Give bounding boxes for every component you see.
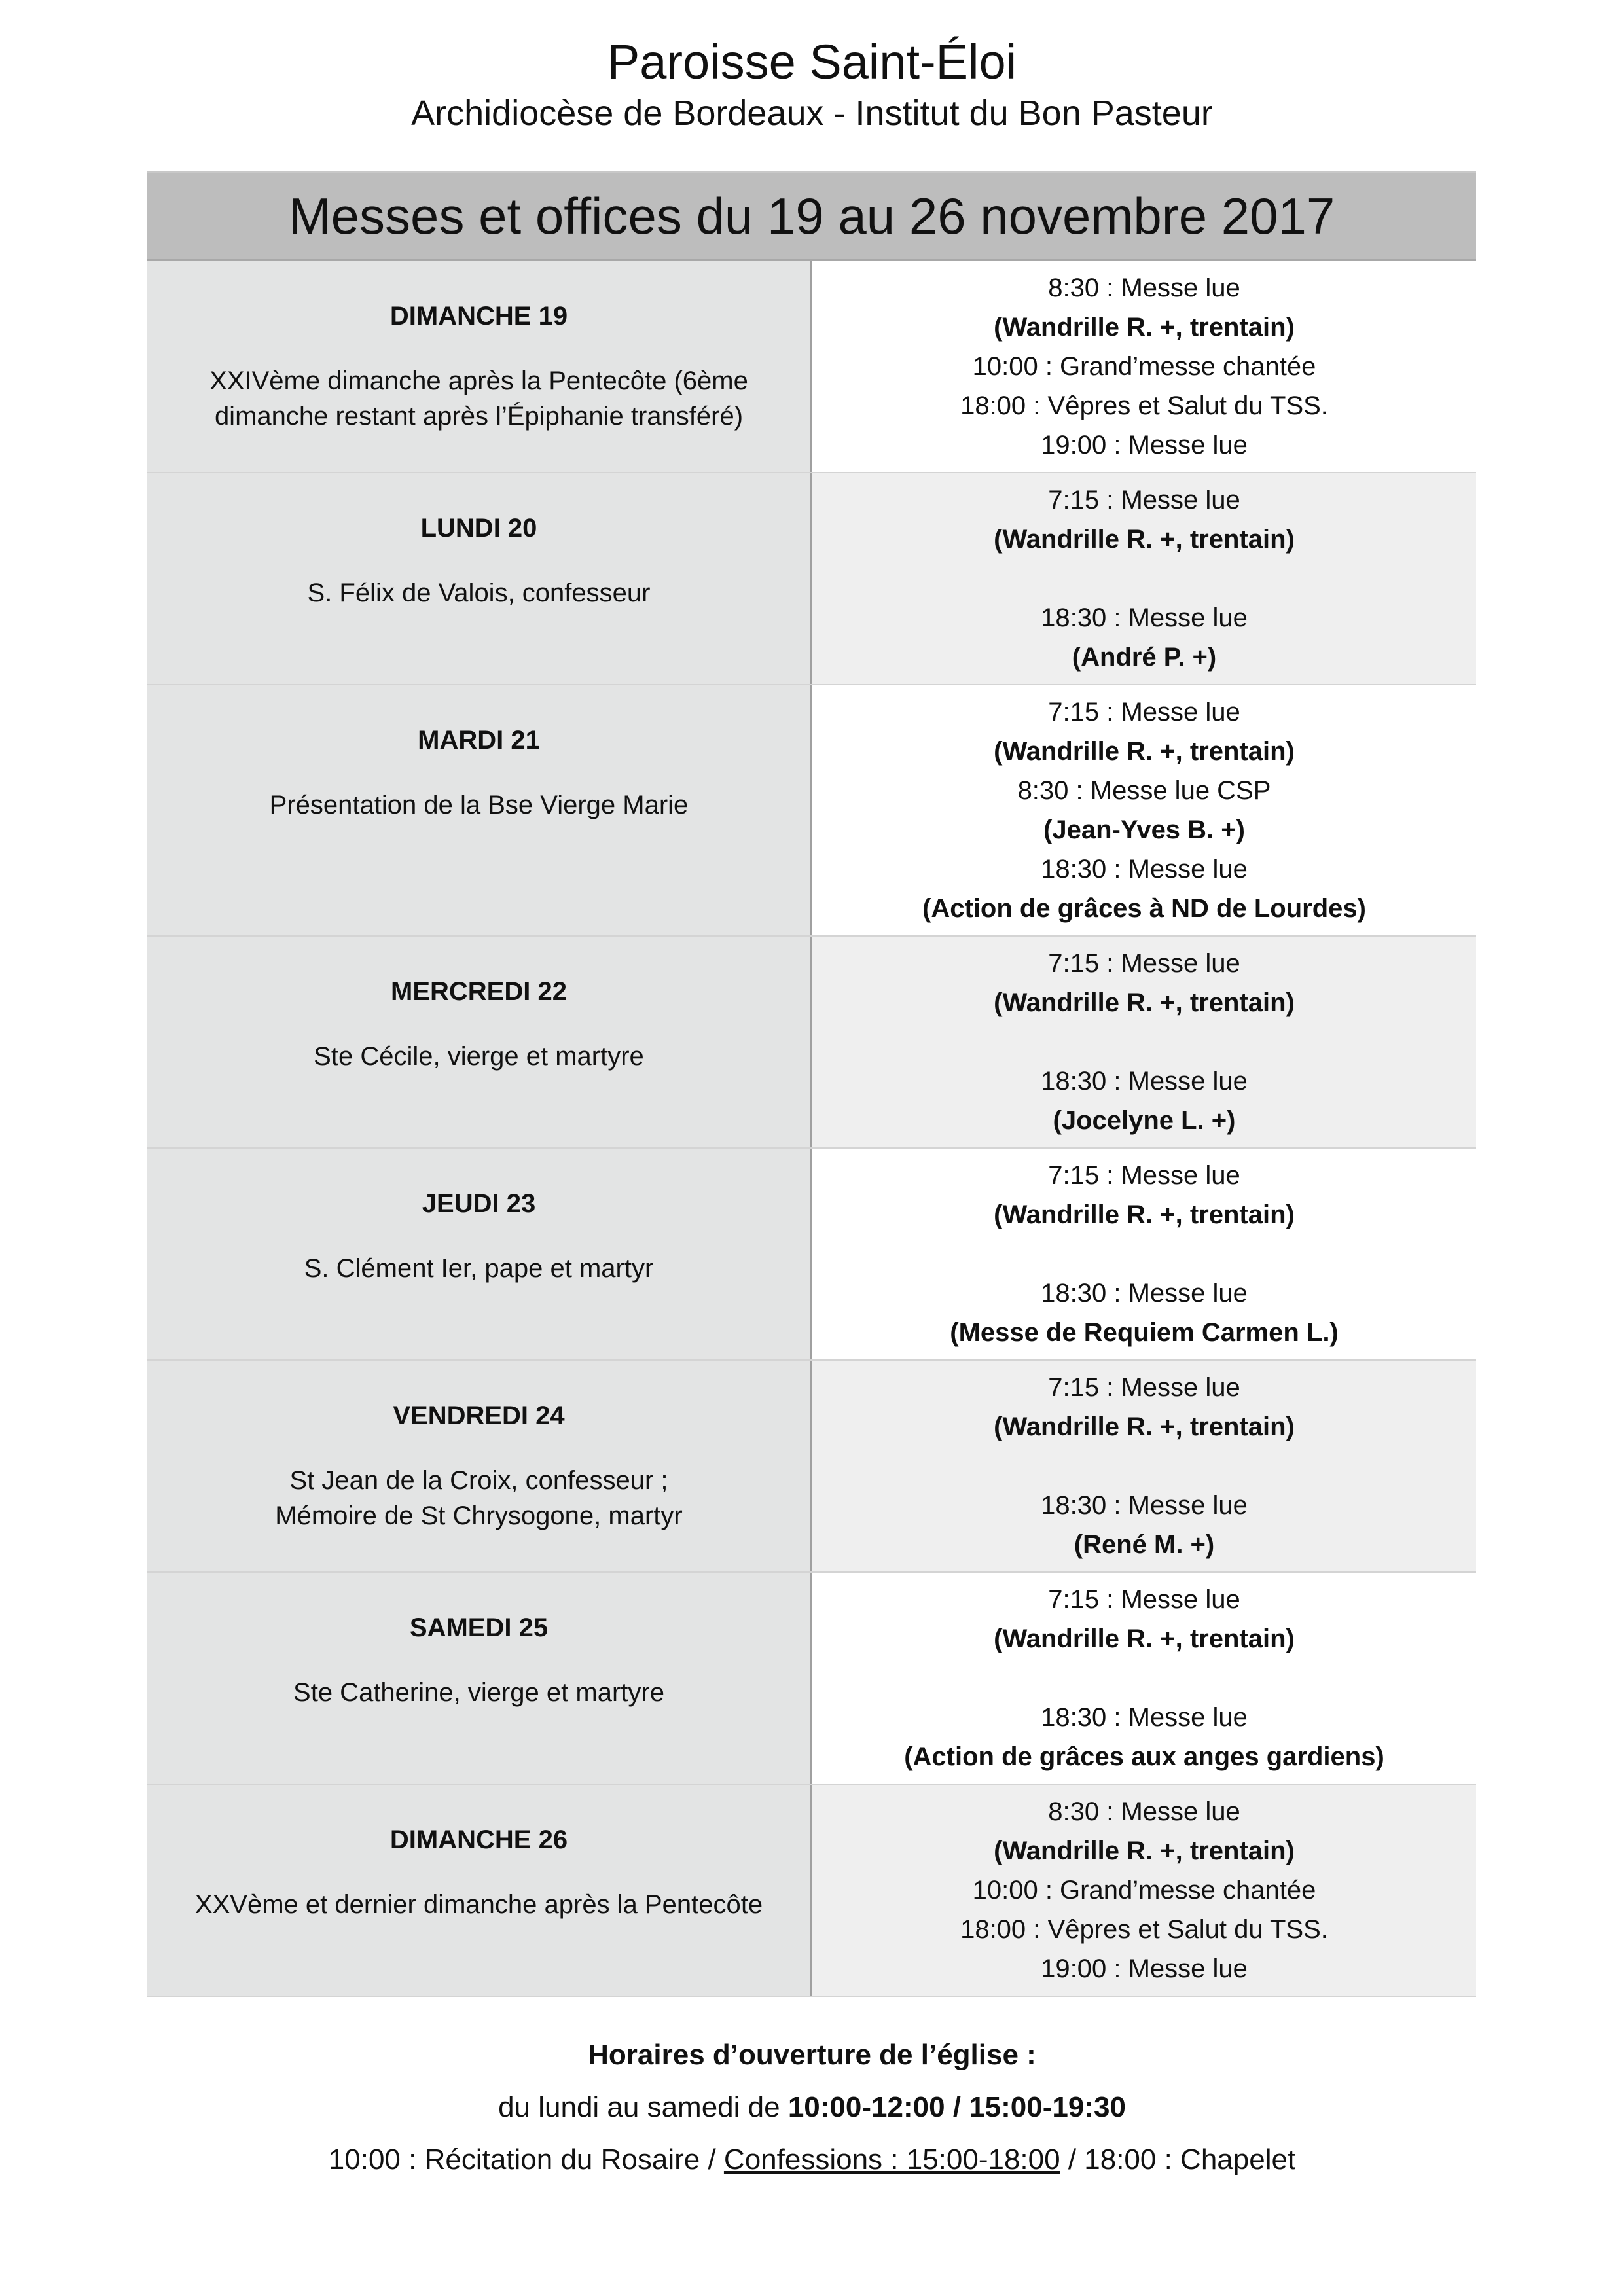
- service-time: [812, 1234, 1476, 1274]
- schedule-rows: [147, 261, 1476, 1997]
- mass-intention: (Wandrille R. +, trentain): [994, 1200, 1295, 1229]
- service-time: 7:15 : Messe lue: [1048, 1585, 1240, 1614]
- services-cell: [812, 1149, 1476, 1359]
- feast-label: Ste Cécile, vierge et martyre: [314, 1042, 644, 1071]
- services-cell: [812, 937, 1476, 1147]
- schedule-row: [147, 473, 1476, 685]
- mass-intention: (Wandrille R. +, trentain): [994, 1837, 1295, 1865]
- day-label: DIMANCHE 26: [389, 1825, 568, 1854]
- feast-label: XXIVème dimanche après la Pentecôte (6ème dimanche restant après l’Épiphanie transféré): [209, 367, 748, 431]
- mass-intention: (Action de grâces aux anges gardiens): [904, 1742, 1384, 1771]
- mass-intention: (Wandrille R. +, trentain): [994, 525, 1295, 554]
- day-cell: [147, 685, 812, 935]
- service-time: 7:15 : Messe lue: [1048, 1373, 1240, 1402]
- schedule-table: [147, 171, 1476, 1997]
- opening-hours: [0, 2029, 1624, 2186]
- service-time: 10:00 : Grand’messe chantée: [972, 352, 1316, 381]
- mass-intention: (André P. +): [1072, 643, 1217, 672]
- feast-label: St Jean de la Croix, confesseur ; Mémoire de St Chrysogone, martyr: [275, 1466, 683, 1530]
- confessions-text: Confessions : 15:00-18:00: [723, 2144, 1060, 2176]
- service-time: 18:30 : Messe lue: [1041, 603, 1248, 632]
- service-time: 18:30 : Messe lue: [1041, 1703, 1248, 1732]
- day-label: LUNDI 20: [420, 514, 537, 543]
- service-time: 8:30 : Messe lue CSP: [1017, 776, 1271, 805]
- service-time: 7:15 : Messe lue: [1048, 698, 1240, 726]
- mass-intention: (Messe de Requiem Carmen L.): [950, 1318, 1339, 1347]
- parish-title: Paroisse Saint-Éloi: [607, 35, 1017, 89]
- parish-subtitle: Archidiocèse de Bordeaux - Institut du Bon Pasteur: [411, 94, 1213, 133]
- mass-intention: (Action de grâces à ND de Lourdes): [922, 894, 1366, 923]
- opening-hours-heading: Horaires d’ouverture de l’église :: [588, 2039, 1036, 2071]
- mass-intention: (Jean-Yves B. +): [1043, 816, 1245, 844]
- day-label: JEUDI 23: [422, 1189, 536, 1218]
- day-label: MARDI 21: [418, 726, 540, 755]
- schedule-heading: Messes et offices du 19 au 26 novembre 2017: [147, 173, 1476, 261]
- service-time: 8:30 : Messe lue: [1048, 1797, 1240, 1826]
- service-time: [812, 559, 1476, 598]
- day-cell: [147, 1149, 812, 1359]
- service-time: 8:30 : Messe lue: [1048, 274, 1240, 302]
- hours-prefix: du lundi au samedi de: [498, 2091, 788, 2123]
- service-time: 18:30 : Messe lue: [1041, 1279, 1248, 1308]
- services-cell: [812, 1785, 1476, 1996]
- service-time: 7:15 : Messe lue: [1048, 949, 1240, 978]
- rosary-text: 10:00 : Récitation du Rosaire /: [328, 2144, 724, 2176]
- day-cell: [147, 261, 812, 472]
- day-cell: [147, 937, 812, 1147]
- feast-label: Présentation de la Bse Vierge Marie: [269, 791, 689, 819]
- schedule-row: [147, 937, 1476, 1149]
- page-header: [0, 33, 1624, 135]
- mass-intention: (Wandrille R. +, trentain): [994, 737, 1295, 766]
- service-time: 19:00 : Messe lue: [1041, 431, 1248, 459]
- services-cell: [812, 1573, 1476, 1784]
- schedule-row: [147, 685, 1476, 937]
- schedule-row: [147, 1785, 1476, 1997]
- service-time: 10:00 : Grand’messe chantée: [972, 1876, 1316, 1905]
- services-cell: [812, 1361, 1476, 1571]
- day-label: DIMANCHE 19: [389, 302, 568, 331]
- mass-intention: (Wandrille R. +, trentain): [994, 313, 1295, 342]
- chapelet-text: / 18:00 : Chapelet: [1060, 2144, 1296, 2176]
- schedule-row: [147, 1573, 1476, 1785]
- service-time: 18:30 : Messe lue: [1041, 855, 1248, 884]
- feast-label: XXVème et dernier dimanche après la Pentecôte: [194, 1890, 763, 1919]
- feast-label: S. Félix de Valois, confesseur: [307, 579, 651, 607]
- day-label: SAMEDI 25: [409, 1613, 549, 1642]
- schedule-row: [147, 1361, 1476, 1573]
- schedule-row: [147, 1149, 1476, 1361]
- services-cell: [812, 685, 1476, 935]
- mass-intention: (Wandrille R. +, trentain): [994, 1624, 1295, 1653]
- service-time: 18:00 : Vêpres et Salut du TSS.: [960, 1915, 1328, 1944]
- service-time: 18:30 : Messe lue: [1041, 1491, 1248, 1520]
- service-time: 18:00 : Vêpres et Salut du TSS.: [960, 391, 1328, 420]
- service-time: 7:15 : Messe lue: [1048, 486, 1240, 514]
- day-cell: [147, 1785, 812, 1996]
- day-cell: [147, 1573, 812, 1784]
- day-label: MERCREDI 22: [391, 977, 567, 1006]
- feast-label: Ste Catherine, vierge et martyre: [293, 1678, 664, 1707]
- day-cell: [147, 1361, 812, 1571]
- feast-label: S. Clément Ier, pape et martyr: [304, 1254, 654, 1283]
- services-cell: [812, 261, 1476, 472]
- day-label: VENDREDI 24: [393, 1401, 565, 1430]
- opening-hours-line: [0, 2081, 1624, 2134]
- service-time: 7:15 : Messe lue: [1048, 1161, 1240, 1190]
- service-time: [812, 1022, 1476, 1062]
- mass-intention: (Jocelyne L. +): [1053, 1106, 1236, 1135]
- schedule-row: [147, 261, 1476, 473]
- services-line: [0, 2134, 1624, 2186]
- day-cell: [147, 473, 812, 684]
- service-time: 19:00 : Messe lue: [1041, 1954, 1248, 1983]
- service-time: 18:30 : Messe lue: [1041, 1067, 1248, 1096]
- service-time: [812, 1659, 1476, 1698]
- mass-intention: (Wandrille R. +, trentain): [994, 988, 1295, 1017]
- service-time: [812, 1446, 1476, 1486]
- mass-intention: (Wandrille R. +, trentain): [994, 1412, 1295, 1441]
- mass-intention: (René M. +): [1074, 1530, 1215, 1559]
- services-cell: [812, 473, 1476, 684]
- hours-times: 10:00-12:00 / 15:00-19:30: [787, 2091, 1126, 2123]
